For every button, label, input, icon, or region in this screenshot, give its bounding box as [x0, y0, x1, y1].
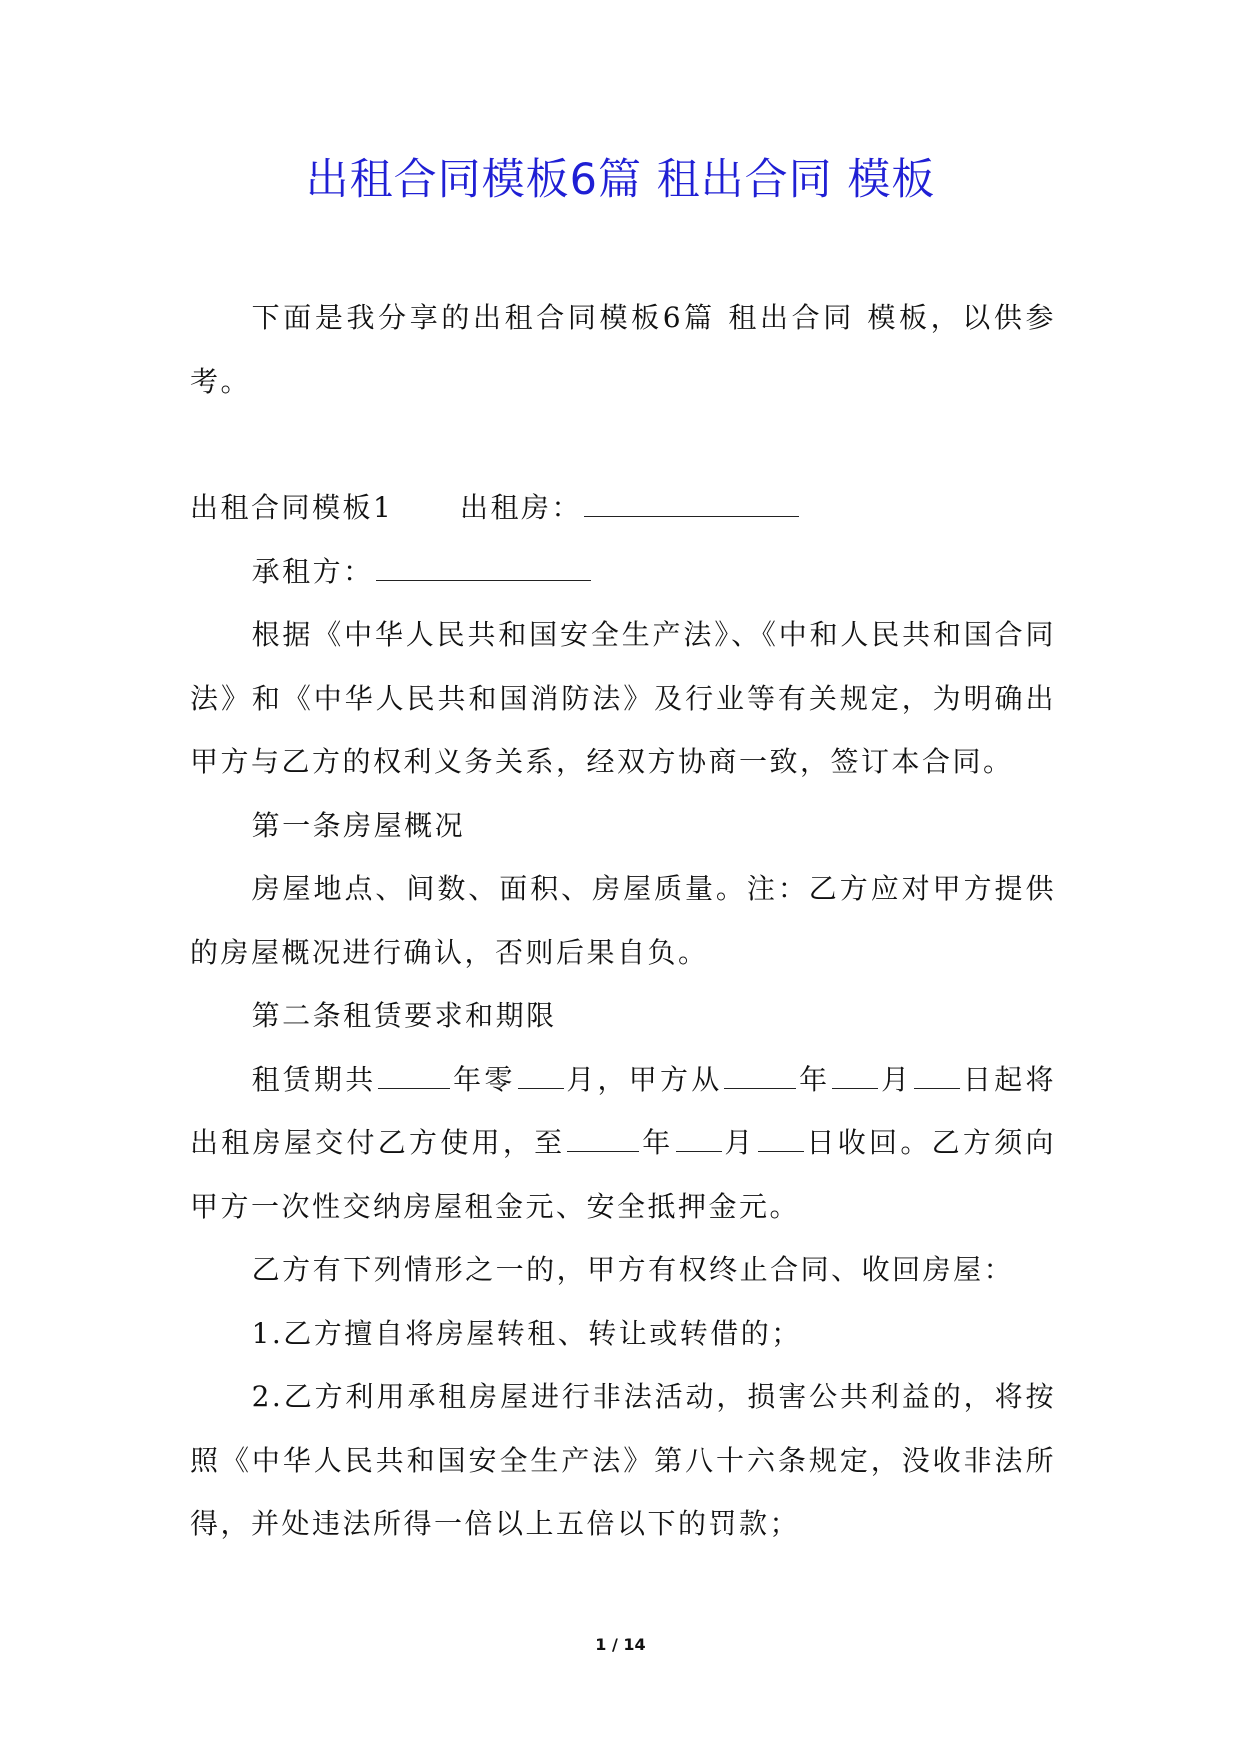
- list-item-2: 2.乙方利用承租房屋进行非法活动，损害公共利益的，将按照《中华人民共和国安全生产法》第八十六条规定，没收非法所得，并处违法所得一倍以上五倍以下的罚款；: [190, 1380, 1056, 1540]
- end-year-blank: [567, 1123, 639, 1152]
- end-month-blank: [676, 1123, 722, 1152]
- termination-paragraph: 乙方有下列情形之一的，甲方有权终止合同、收回房屋：: [251, 1253, 1015, 1286]
- article-1-body: 房屋地点、间数、面积、房屋质量。注：乙方应对甲方提供的房屋概况进行确认，否则后果自负。: [190, 872, 1056, 969]
- start-month-blank: [832, 1060, 878, 1089]
- spacer: [190, 413, 1056, 476]
- start-day-blank: [914, 1060, 960, 1089]
- article-2-title: 第二条租赁要求和期限: [251, 999, 557, 1032]
- lease-text-e: 月: [880, 1062, 913, 1096]
- years-blank: [378, 1060, 450, 1089]
- lessee-blank: [376, 552, 591, 581]
- section-label: 出租合同模板1: [190, 491, 394, 524]
- lessee-label: 承租方：: [251, 554, 374, 588]
- lease-text-f: 日起将出租房屋交付乙方使用，至: [190, 1062, 1056, 1159]
- lease-term-paragraph: [190, 1048, 1056, 1239]
- lease-text-d: 年: [798, 1062, 831, 1096]
- article-1-title: 第一条房屋概况: [251, 808, 466, 842]
- section-header-line: [190, 476, 1056, 540]
- page-number: 1 / 14: [595, 1635, 646, 1654]
- document-title: 出租合同模板6篇 租出合同 模板: [305, 155, 936, 205]
- start-year-blank: [724, 1060, 796, 1089]
- lease-text-g: 年: [641, 1126, 674, 1159]
- basis-paragraph: 根据《中华人民共和国安全生产法》、《中和人民共和国合同法》和《中华人民共和国消防法》及行业等有关规定，为明确出甲方与乙方的权利义务关系，经双方协商一致，签订本合同。: [190, 618, 1056, 778]
- lessee-line: [190, 540, 1056, 604]
- lease-text-b: 年零: [452, 1062, 516, 1096]
- lease-text-c: 月，甲方从: [565, 1062, 723, 1096]
- lessor-label: 出租房：: [460, 491, 583, 524]
- months-blank: [518, 1060, 564, 1089]
- list-item-1: 1.乙方擅自将房屋转租、转让或转借的；: [251, 1316, 802, 1350]
- lease-text-i: 日收回。乙方须向甲方一次性交纳房屋租金元、安全抵押金元。: [190, 1126, 1056, 1223]
- intro-paragraph: 下面是我分享的出租合同模板6篇 租出合同 模板，以供参考。: [190, 301, 1056, 398]
- document-body: [190, 286, 1056, 1556]
- lease-text-a: 租赁期共: [251, 1062, 377, 1096]
- end-day-blank: [758, 1123, 804, 1152]
- lessor-blank: [584, 488, 799, 517]
- lease-text-h: 月: [723, 1126, 756, 1159]
